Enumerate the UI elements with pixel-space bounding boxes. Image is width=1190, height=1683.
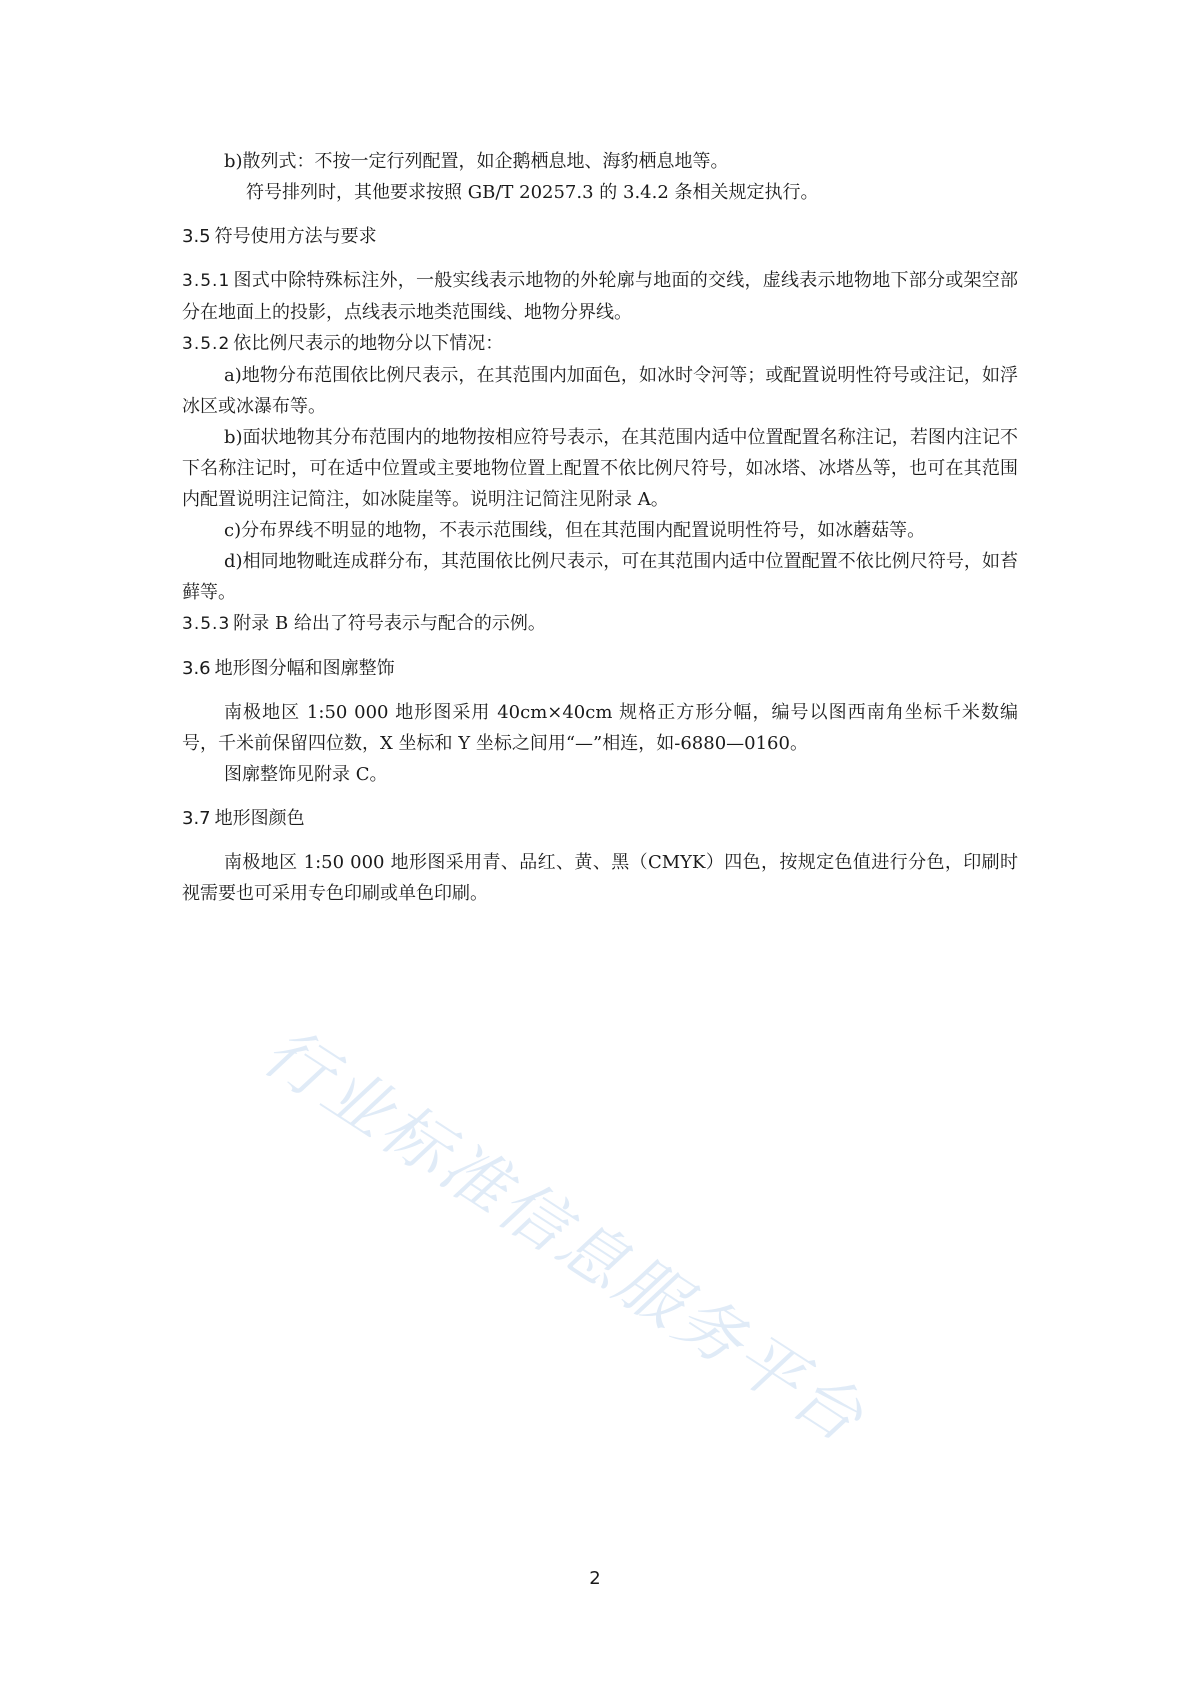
list-item-c: c)分布界线不明显的地物，不表示范围线，但在其范围内配置说明性符号，如冰蘑菇等。 xyxy=(224,520,926,541)
page-number: 2 xyxy=(589,1568,601,1589)
list-item-b-scatter: b)散列式：不按一定行列配置，如企鹅栖息地、海豹栖息地等。 xyxy=(224,151,729,172)
clause-number: 3.5.2 xyxy=(182,334,231,354)
clause-number: 3.5.1 xyxy=(182,271,231,291)
section-number: 3.7 xyxy=(182,808,211,829)
clause-number: 3.5.3 xyxy=(182,614,231,634)
clause-3-5-1 xyxy=(182,265,1018,328)
section-number: 3.5 xyxy=(182,226,211,247)
section-title: 地形图分幅和图廓整饰 xyxy=(214,658,395,679)
section-heading-3-7 xyxy=(182,803,1018,834)
section-heading-3-6 xyxy=(182,653,1018,684)
clause-3-5-2 xyxy=(182,328,1018,360)
section-title: 符号使用方法与要求 xyxy=(214,226,377,247)
list-item-a: a)地物分布范围依比例尺表示，在其范围内加面色，如冰时令河等；或配置说明性符号或注记，如浮冰区或冰瀑布等。 xyxy=(182,365,1018,417)
page-body xyxy=(182,146,1018,909)
watermark-text: 行业标准信息服务平台 xyxy=(249,1012,879,1459)
arrangement-note: 符号排列时，其他要求按照 GB/T 20257.3 的 3.4.2 条相关规定执行。 xyxy=(246,182,819,203)
frame-decoration-paragraph: 图廓整饰见附录 C。 xyxy=(224,764,388,785)
list-item-b: b)面状地物其分布范围内的地物按相应符号表示，在其范围内适中位置配置名称注记，若图内注记不下名称注记时，可在适中位置或主要地物位置上配置不依比例尺符号，如冰塔、冰塔丛等，也可在其范围内配置说明注记简注，如冰陡崖等。说明注记简注见附录 A。 xyxy=(182,427,1018,510)
list-item-d: d)相同地物毗连成群分布，其范围依比例尺表示，可在其范围内适中位置配置不依比例尺符号，如苔藓等。 xyxy=(182,551,1018,603)
map-color-paragraph: 南极地区 1:50 000 地形图采用青、品红、黄、黑（CMYK）四色，按规定色值进行分色，印刷时视需要也可采用专色印刷或单色印刷。 xyxy=(182,852,1018,904)
sheet-division-paragraph: 南极地区 1:50 000 地形图采用 40cm×40cm 规格正方形分幅，编号以图西南角坐标千米数编号，千米前保留四位数，X 坐标和 Y 坐标之间用“—”相连，如-6880—0160。 xyxy=(182,702,1018,754)
clause-text: 依比例尺表示的地物分以下情况： xyxy=(233,333,504,354)
clause-text: 图式中除特殊标注外，一般实线表示地物的外轮廓与地面的交线，虚线表示地物地下部分或架空部分在地面上的投影，点线表示地类范围线、地物分界线。 xyxy=(182,270,1018,323)
clause-text: 附录 B 给出了符号表示与配合的示例。 xyxy=(233,613,546,634)
clause-3-5-3 xyxy=(182,608,1018,640)
section-number: 3.6 xyxy=(182,658,211,679)
section-heading-3-5 xyxy=(182,221,1018,252)
section-title: 地形图颜色 xyxy=(214,808,305,829)
